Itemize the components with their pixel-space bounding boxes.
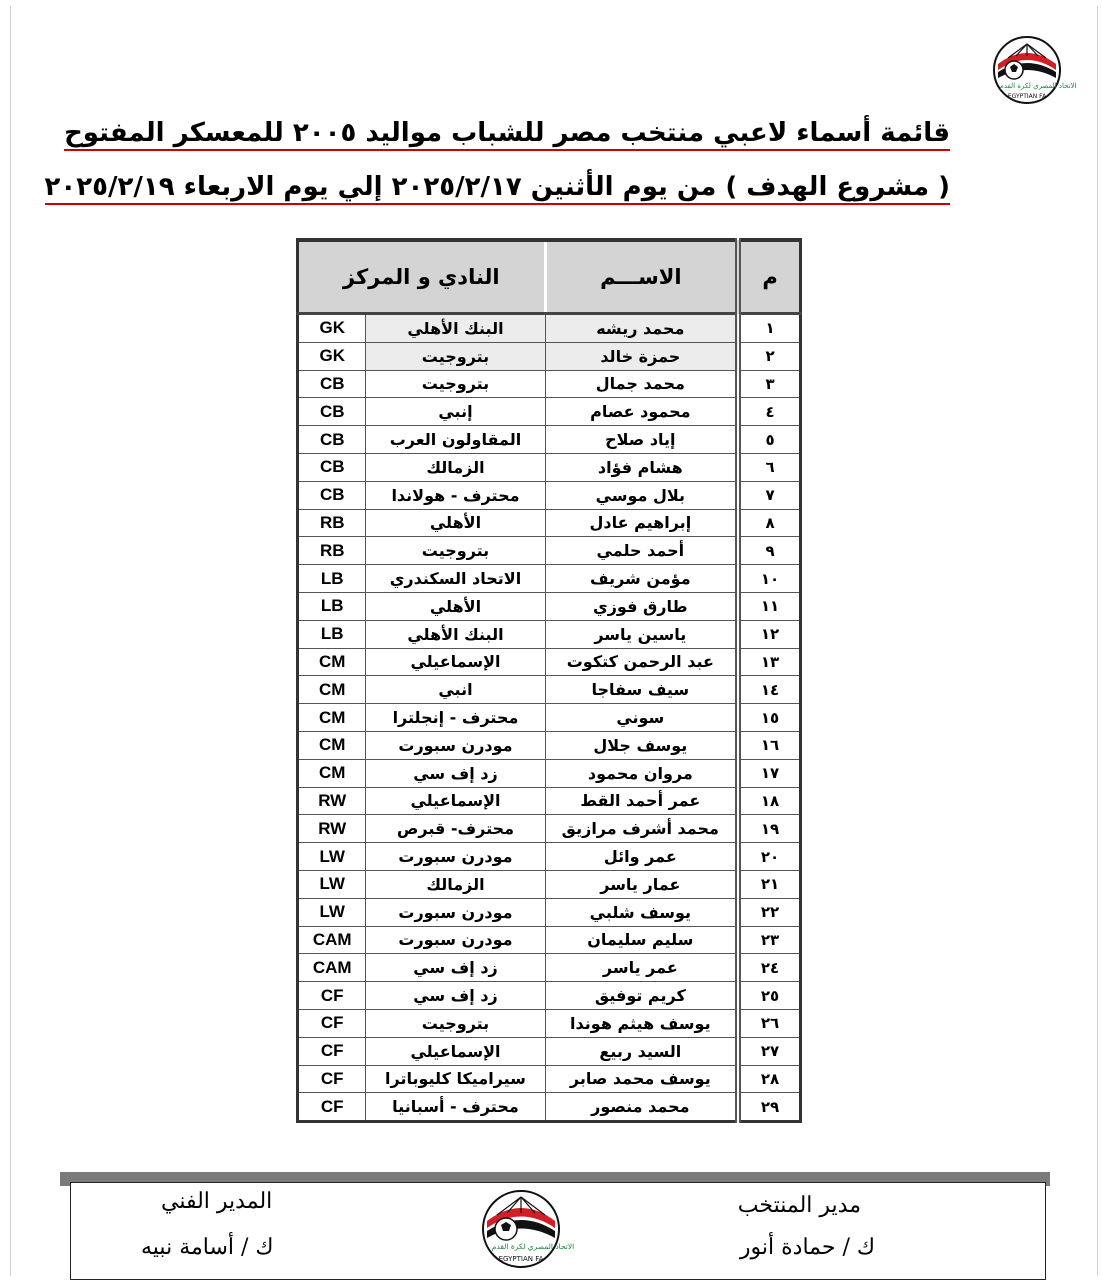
player-name: يوسف شلبي xyxy=(545,898,738,926)
player-club: الإسماعيلي xyxy=(366,1037,545,1065)
page-subtitle: ( مشروع الهدف ) من يوم الأثنين ٢٠٢٥/٢/١٧ إلي يوم الاربعاء ٢٠٢٥/٢/١٩ xyxy=(45,172,950,205)
table-row xyxy=(298,898,801,926)
player-position: CB xyxy=(298,481,366,509)
table-row xyxy=(298,565,801,593)
table-row xyxy=(298,926,801,954)
player-club: الإسماعيلي xyxy=(366,648,545,676)
egyptian-fa-logo-footer xyxy=(475,1187,575,1277)
player-number: ٩ xyxy=(738,537,800,565)
player-position: CAM xyxy=(298,954,366,982)
table-row xyxy=(298,870,801,898)
table-row xyxy=(298,342,801,370)
player-number: ١٢ xyxy=(738,620,800,648)
player-name: عمار ياسر xyxy=(545,870,738,898)
player-position: GK xyxy=(298,342,366,370)
player-number: ٥ xyxy=(738,426,800,454)
table-row xyxy=(298,982,801,1010)
player-name: السيد ربيع xyxy=(545,1037,738,1065)
player-club: بتروجيت xyxy=(366,1009,545,1037)
player-position: CF xyxy=(298,982,366,1010)
table-row xyxy=(298,731,801,759)
player-club: بتروجيت xyxy=(366,342,545,370)
player-club: الأهلي xyxy=(366,592,545,620)
player-club: البنك الأهلي xyxy=(366,314,545,343)
player-club: البنك الأهلي xyxy=(366,620,545,648)
player-club: زد إف سي xyxy=(366,759,545,787)
player-name: سيف سفاجا xyxy=(545,676,738,704)
table-row xyxy=(298,954,801,982)
player-number: ٧ xyxy=(738,481,800,509)
player-position: CF xyxy=(298,1093,366,1122)
table-row xyxy=(298,1037,801,1065)
header-club-position: النادي و المركز xyxy=(298,240,546,314)
player-position: RW xyxy=(298,815,366,843)
player-number: ٢٢ xyxy=(738,898,800,926)
player-number: ٢٥ xyxy=(738,982,800,1010)
player-position: LB xyxy=(298,592,366,620)
table-row xyxy=(298,481,801,509)
logo-text-en: EGYPTIAN FA xyxy=(1007,93,1047,100)
player-number: ١٣ xyxy=(738,648,800,676)
technical-director-name: ك / أسامة نبيه xyxy=(141,1235,274,1260)
egyptian-fa-logo xyxy=(988,34,1077,120)
table-row xyxy=(298,648,801,676)
player-name: يوسف محمد صابر xyxy=(545,1065,738,1093)
player-club: بتروجيت xyxy=(366,537,545,565)
player-name: كريم توفيق xyxy=(545,982,738,1010)
player-position: LW xyxy=(298,843,366,871)
player-name: هشام فؤاد xyxy=(545,453,738,481)
player-number: ١٨ xyxy=(738,787,800,815)
logo-text-ar: الاتحاد المصري لكرة القدم xyxy=(999,82,1077,90)
table-row xyxy=(298,787,801,815)
players-table xyxy=(296,238,802,1123)
player-number: ٦ xyxy=(738,453,800,481)
player-number: ٢٠ xyxy=(738,843,800,871)
player-club: محترف - هولاندا xyxy=(366,481,545,509)
player-position: GK xyxy=(298,314,366,343)
player-position: CB xyxy=(298,453,366,481)
player-number: ١٦ xyxy=(738,731,800,759)
table-row xyxy=(298,509,801,537)
table-row xyxy=(298,759,801,787)
table-row xyxy=(298,676,801,704)
player-number: ١٥ xyxy=(738,704,800,732)
table-row xyxy=(298,1009,801,1037)
player-club: الأهلي xyxy=(366,509,545,537)
player-club: محترف - أسبانيا xyxy=(366,1093,545,1122)
player-name: يوسف جلال xyxy=(545,731,738,759)
player-club: إنبي xyxy=(366,398,545,426)
player-number: ١٩ xyxy=(738,815,800,843)
table-row xyxy=(298,1065,801,1093)
player-position: LW xyxy=(298,898,366,926)
player-number: ٢ xyxy=(738,342,800,370)
logo-footer-text-ar: الاتحاد المصري لكرة القدم xyxy=(491,1242,575,1251)
player-number: ١ xyxy=(738,314,800,343)
player-club: زد إف سي xyxy=(366,982,545,1010)
player-position: RW xyxy=(298,787,366,815)
table-row xyxy=(298,426,801,454)
player-name: محمد أشرف مرازيق xyxy=(545,815,738,843)
player-position: RB xyxy=(298,509,366,537)
player-name: بلال موسي xyxy=(545,481,738,509)
player-name: حمزة خالد xyxy=(545,342,738,370)
header-number: م xyxy=(738,240,800,314)
player-name: محمد جمال xyxy=(545,370,738,398)
player-club: مودرن سبورت xyxy=(366,731,545,759)
player-club: الاتحاد السكندري xyxy=(366,565,545,593)
player-name: مؤمن شريف xyxy=(545,565,738,593)
player-position: LB xyxy=(298,620,366,648)
player-position: CM xyxy=(298,704,366,732)
player-number: ٣ xyxy=(738,370,800,398)
table-row xyxy=(298,398,801,426)
team-manager-name: ك / حمادة أنور xyxy=(739,1235,875,1260)
player-club: مودرن سبورت xyxy=(366,898,545,926)
team-manager-label: مدير المنتخب xyxy=(737,1193,861,1218)
players-table-body xyxy=(298,314,801,1122)
table-row xyxy=(298,704,801,732)
technical-director-label: المدير الفني xyxy=(161,1189,273,1214)
player-name: طارق فوزي xyxy=(545,592,738,620)
player-number: ٢٨ xyxy=(738,1065,800,1093)
player-name: أحمد حلمي xyxy=(545,537,738,565)
table-row xyxy=(298,592,801,620)
player-name: سليم سليمان xyxy=(545,926,738,954)
player-club: انبي xyxy=(366,676,545,704)
player-name: محمود عصام xyxy=(545,398,738,426)
table-row xyxy=(298,453,801,481)
player-name: عمر أحمد القط xyxy=(545,787,738,815)
player-number: ٢١ xyxy=(738,870,800,898)
player-club: مودرن سبورت xyxy=(366,926,545,954)
player-number: ٢٤ xyxy=(738,954,800,982)
player-name: يوسف هيثم هوندا xyxy=(545,1009,738,1037)
player-position: CM xyxy=(298,731,366,759)
player-number: ٤ xyxy=(738,398,800,426)
player-club: بتروجيت xyxy=(366,370,545,398)
player-club: الإسماعيلي xyxy=(366,787,545,815)
table-row xyxy=(298,815,801,843)
player-number: ١٧ xyxy=(738,759,800,787)
player-position: CB xyxy=(298,426,366,454)
player-club: محترف - إنجلترا xyxy=(366,704,545,732)
player-club: المقاولون العرب xyxy=(366,426,545,454)
player-name: محمد منصور xyxy=(545,1093,738,1122)
player-name: إياد صلاح xyxy=(545,426,738,454)
table-row xyxy=(298,537,801,565)
player-position: CF xyxy=(298,1065,366,1093)
player-position: CF xyxy=(298,1009,366,1037)
player-name: إبراهيم عادل xyxy=(545,509,738,537)
player-position: CM xyxy=(298,676,366,704)
player-position: LB xyxy=(298,565,366,593)
table-row xyxy=(298,620,801,648)
player-number: ٢٩ xyxy=(738,1093,800,1122)
player-position: CB xyxy=(298,370,366,398)
table-row xyxy=(298,370,801,398)
header-name: الاســـم xyxy=(545,240,738,314)
player-position: CM xyxy=(298,648,366,676)
player-name: عمر ياسر xyxy=(545,954,738,982)
player-club: محترف- قبرص xyxy=(366,815,545,843)
player-number: ٢٧ xyxy=(738,1037,800,1065)
table-header-row xyxy=(298,240,801,314)
player-position: CB xyxy=(298,398,366,426)
player-number: ٢٣ xyxy=(738,926,800,954)
player-name: مروان محمود xyxy=(545,759,738,787)
table-row xyxy=(298,314,801,343)
signature-footer xyxy=(70,1182,1046,1280)
player-position: RB xyxy=(298,537,366,565)
table-row xyxy=(298,843,801,871)
player-position: CM xyxy=(298,759,366,787)
player-number: ٨ xyxy=(738,509,800,537)
player-name: محمد ريشه xyxy=(545,314,738,343)
player-name: سوني xyxy=(545,704,738,732)
player-position: CAM xyxy=(298,926,366,954)
player-club: زد إف سي xyxy=(366,954,545,982)
player-number: ١٠ xyxy=(738,565,800,593)
player-club: مودرن سبورت xyxy=(366,843,545,871)
player-position: LW xyxy=(298,870,366,898)
player-name: ياسين ياسر xyxy=(545,620,738,648)
table-row xyxy=(298,1093,801,1122)
player-name: عبد الرحمن كتكوت xyxy=(545,648,738,676)
page-title: قائمة أسماء لاعبي منتخب مصر للشباب مواليد ٢٠٠٥ للمعسكر المفتوح xyxy=(64,118,950,151)
player-number: ١٤ xyxy=(738,676,800,704)
player-position: CF xyxy=(298,1037,366,1065)
player-name: عمر وائل xyxy=(545,843,738,871)
player-number: ٢٦ xyxy=(738,1009,800,1037)
player-club: الزمالك xyxy=(366,453,545,481)
player-club: سيراميكا كليوباترا xyxy=(366,1065,545,1093)
player-club: الزمالك xyxy=(366,870,545,898)
logo-footer-text-en: EGYPTIAN FA xyxy=(498,1255,544,1263)
player-number: ١١ xyxy=(738,592,800,620)
